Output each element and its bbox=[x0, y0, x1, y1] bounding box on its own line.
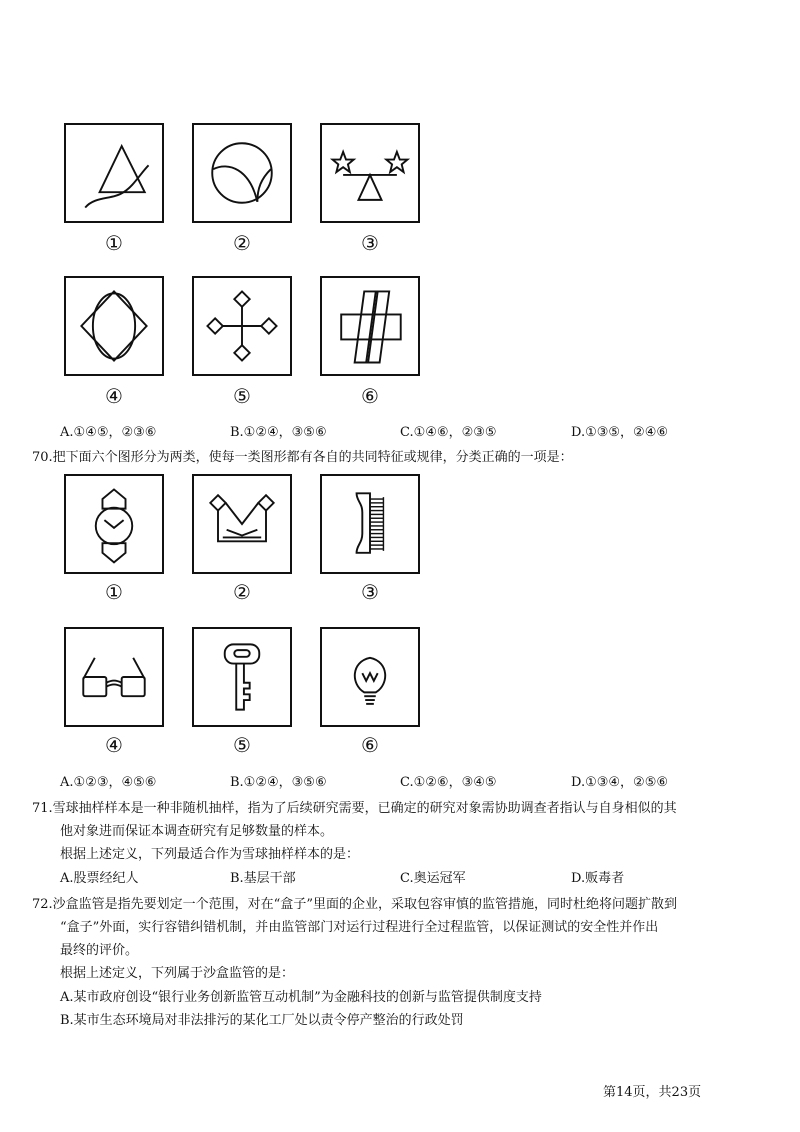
q70-option-c[interactable]: C.①②⑥，③④⑤ bbox=[400, 775, 497, 790]
q70-figure-4-glasses bbox=[64, 627, 164, 727]
q70-figure-5-key bbox=[192, 627, 292, 727]
q70-figure-6-bulb bbox=[320, 627, 420, 727]
q69-figure-2 bbox=[192, 123, 292, 223]
q70-option-b[interactable]: B.①②④，③⑤⑥ bbox=[230, 775, 327, 790]
q69-label-6: ⑥ bbox=[361, 384, 379, 408]
q70-option-a[interactable]: A.①②③，④⑤⑥ bbox=[60, 775, 157, 790]
q69-figure-5 bbox=[192, 276, 292, 376]
q72-stem-line2: “盒子”外面，实行容错纠错机制，并由监管部门对运行过程进行全过程监管，以保证测试的安全性并作出 bbox=[60, 920, 659, 935]
q69-option-b[interactable]: B.①②④，③⑤⑥ bbox=[230, 425, 327, 440]
q69-option-c[interactable]: C.①④⑥，②③⑤ bbox=[400, 425, 497, 440]
q70-label-5: ⑤ bbox=[233, 733, 251, 757]
q70-label-4: ④ bbox=[105, 733, 123, 757]
q71-stem-line2: 他对象进而保证本调查研究有足够数量的样本。 bbox=[60, 824, 334, 839]
q70-stem: 70.把下面六个图形分为两类，使每一类图形都有各自的共同特征或规律，分类正确的一项是： bbox=[32, 450, 573, 465]
q69-label-2: ② bbox=[233, 231, 251, 255]
q72-option-b[interactable]: B.某市生态环境局对非法排污的某化工厂处以责令停产整治的行政处罚 bbox=[60, 1013, 464, 1028]
q69-figure-4 bbox=[64, 276, 164, 376]
q70-option-d[interactable]: D.①③④，②⑤⑥ bbox=[571, 775, 669, 790]
q71-option-c[interactable]: C.奥运冠军 bbox=[400, 871, 466, 886]
q71-option-a[interactable]: A.股票经纪人 bbox=[60, 871, 139, 886]
q72-stem-line1: 72.沙盒监管是指先要划定一个范围，对在“盒子”里面的企业，采取包容审慎的监管措施，同时杜绝将问题扩散到 bbox=[32, 897, 677, 912]
q70-label-1: ① bbox=[105, 580, 123, 604]
q69-figure-1 bbox=[64, 123, 164, 223]
q69-label-4: ④ bbox=[105, 384, 123, 408]
q69-label-1: ① bbox=[105, 231, 123, 255]
page-number: 第14页，共23页 bbox=[603, 1085, 702, 1100]
q72-option-a[interactable]: A.某市政府创设“银行业务创新监管互动机制”为金融科技的创新与监管提供制度支持 bbox=[60, 990, 542, 1005]
q70-label-6: ⑥ bbox=[361, 733, 379, 757]
q71-prompt: 根据上述定义，下列最适合作为雪球抽样样本的是： bbox=[60, 847, 360, 862]
q69-label-5: ⑤ bbox=[233, 384, 251, 408]
q72-prompt: 根据上述定义，下列属于沙盒监管的是： bbox=[60, 966, 295, 981]
q69-label-3: ③ bbox=[361, 231, 379, 255]
q71-option-d[interactable]: D.贩毒者 bbox=[571, 871, 625, 886]
q71-stem-line1: 71.雪球抽样样本是一种非随机抽样，指为了后续研究需要，已确定的研究对象需协助调查者指认与自身相似的其 bbox=[32, 801, 677, 816]
q69-figure-6 bbox=[320, 276, 420, 376]
q70-figure-2-bag bbox=[192, 474, 292, 574]
q71-option-b[interactable]: B.基层干部 bbox=[230, 871, 296, 886]
q69-option-a[interactable]: A.①④⑤，②③⑥ bbox=[60, 425, 157, 440]
q70-figure-1-watch bbox=[64, 474, 164, 574]
q69-option-d[interactable]: D.①③⑤，②④⑥ bbox=[571, 425, 669, 440]
q69-figure-3 bbox=[320, 123, 420, 223]
q72-stem-line3: 最终的评价。 bbox=[60, 943, 139, 958]
q70-label-3: ③ bbox=[361, 580, 379, 604]
q70-figure-3-comb bbox=[320, 474, 420, 574]
q70-label-2: ② bbox=[233, 580, 251, 604]
